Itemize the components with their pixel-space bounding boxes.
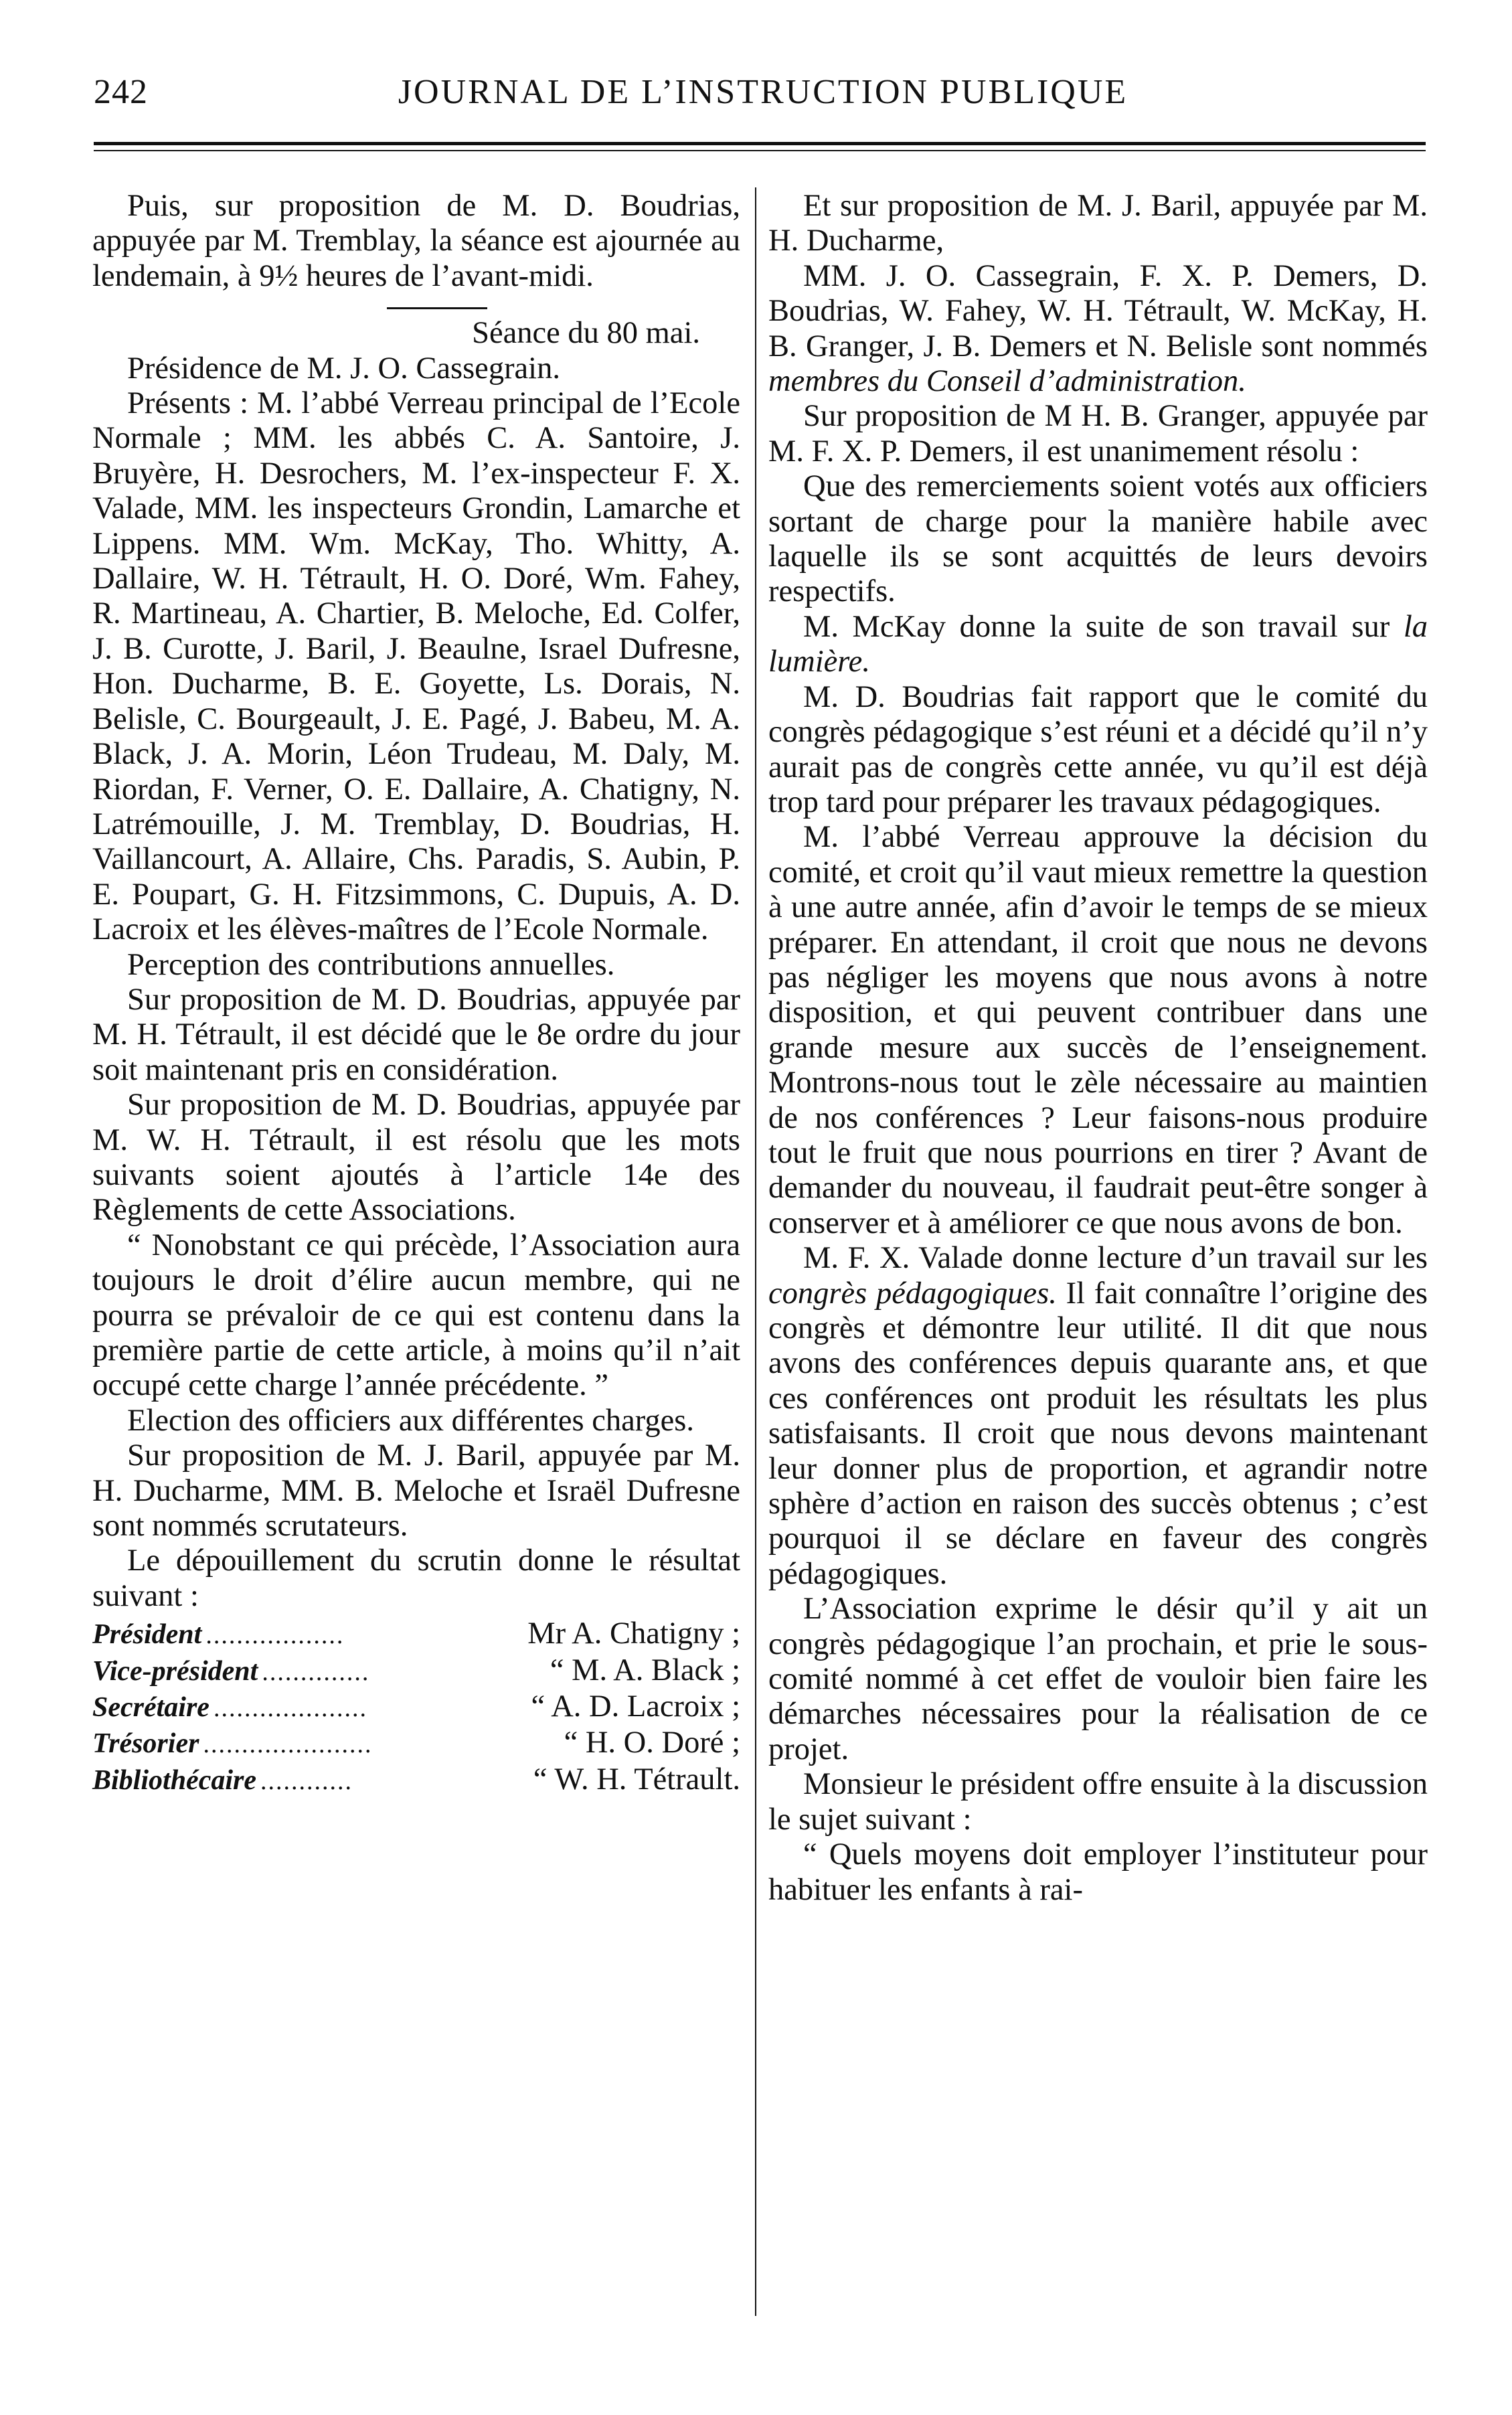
officer-row-bibliothecaire [92,1762,740,1799]
officer-row-tresorier [92,1726,740,1762]
paragraph-quote-article: “ Nonobstant ce qui précède, l’Association aura toujours le droit d’élire aucun membre, qui ne pourra se prévaloir de ce qui est contenu dans la première partie de cette article, à moins qu’il n’ait occupé cette charge l’année précédente. ” [92,1228,740,1403]
officer-row-president [92,1616,740,1653]
header-rule-thick [94,142,1426,145]
header-rule-thin [94,150,1426,151]
mckay-text: M. McKay donne la suite de son travail sur [803,609,1390,644]
running-title: JOURNAL DE L’INSTRUCTION PUBLIQUE [398,73,1128,111]
officer-name: “ A. D. Lacroix ; [531,1689,740,1724]
mckay-topic: la lumière. [768,609,1428,679]
paragraph-adjournment: Puis, sur proposition de M. D. Boudrias, appuyée par M. Tremblay, la séance est ajournée au lendemain, à 9½ heures de l’avant-midi. [92,189,740,293]
paragraph-depouillement: Le dépouillement du scrutin donne le résultat suivant : [92,1544,740,1613]
paragraph-president-sujet: Monsieur le président offre ensuite à la discussion le sujet suivant : [768,1767,1428,1837]
page-number: 242 [94,73,148,111]
paragraph-valade [768,1241,1428,1592]
left-column [92,189,740,1799]
paragraph-conseil-members [768,259,1428,400]
paragraph-mckay [768,610,1428,680]
paragraph-remerciements: Que des remerciements soient votés aux officiers sortant de charge pour la manière habile avec laquelle ils se sont acquittés de leurs devoirs respectifs. [768,469,1428,609]
officer-name: “ H. O. Doré ; [564,1726,740,1760]
paragraph-question: “ Quels moyens doit employer l’instituteur pour habituer les enfants à rai- [768,1837,1428,1907]
paragraph-proposition-boudrias-1: Sur proposition de M. D. Boudrias, appuyée par M. H. Tétrault, il est décidé que le 8e ordre du jour soit maintenant pris en considération. [92,982,740,1087]
paragraph-presents: Présents : M. l’abbé Verreau principal de l’Ecole Normale ; MM. les abbés C. A. Santoire, J. Bruyère, H. Desrochers, M. l’ex-inspecteur F. X. Valade, MM. les inspecteurs Grondin, Lamarche et Lippens. MM. Wm. McKay, Tho. Whitty, A. Dallaire, W. H. Tétrault, H. O. Doré, Wm. Fahey, R. Martineau, A. Chartier, B. Meloche, Ed. Colfer, J. B. Curotte, J. Baril, J. Beaulne, Israel Dufresne, Hon. Ducharme, B. E. Goyette, Ls. Dorais, N. Belisle, C. Bourgeault, J. E. Pagé, J. Babeu, M. A. Black, J. A. Morin, Léon Trudeau, M. Daly, M. Riordan, F. Verner, O. E. Dallaire, A. Chatigny, N. Latrémouille, J. M. Tremblay, D. Boudrias, H. Vaillancourt, A. Allaire, Chs. Paradis, S. Aubin, P. E. Poupart, G. H. Fitzsimmons, C. Dupuis, A. D. Lacroix et les élèves-maîtres de l’Ecole Normale. [92,386,740,947]
leader-dots: ...................... [203,1730,373,1759]
paragraph-election: Election des officiers aux différentes charges. [127,1403,695,1438]
officer-name: “ M. A. Black ; [550,1653,740,1687]
leader-dots: .................... [213,1694,367,1723]
paragraph-presidence: Présidence de M. J. O. Cassegrain. [127,351,560,386]
paragraph-proposition-boudrias-2: Sur proposition de M. D. Boudrias, appuyée par M. W. H. Tétrault, il est résolu que les mots suivants soient ajoutés à l’article 14e des Règlements de cette Associations. [92,1088,740,1228]
section-separator [387,307,487,309]
officers-list [92,1616,740,1799]
right-column [768,189,1428,1908]
officer-role: Trésorier [92,1728,199,1760]
officer-row-vice-president [92,1653,740,1689]
officer-name: “ W. H. Tétrault. [533,1762,740,1797]
column-divider [755,187,756,2316]
leader-dots: ............ [260,1766,353,1795]
officer-role: Secrétaire [92,1692,209,1724]
valade-text-b: Il fait connaître l’origine des congrès et démontre leur utilité. Il dit que nous avons des conférences depuis quarante ans, et que ces conférences ont produit les résultats les plus satisfaisants. Il croit que nous devons maintenant leur donner plus de proportion, et agrandir notre sphère d’action en raison des succès obtenus ; c’est pourquoi il se déclare en faveur des congrès pédagogiques. [768,1276,1428,1591]
session-heading: Séance du 80 mai. [472,316,700,351]
officer-role: Président [92,1619,202,1651]
leader-dots: .................. [205,1621,345,1650]
officer-row-secretaire [92,1689,740,1726]
officer-role: Vice-président [92,1655,258,1687]
paragraph-association-desir: L’Association exprime le désir qu’il y ait un congrès pédagogique l’an prochain, et prie le sous-comité nommé à cet effet de vouloir bien faire les démarches nécessaires pour la réalisation de ce projet. [768,1592,1428,1766]
valade-topic: congrès pédagogiques. [768,1276,1057,1311]
conseil-title: membres du Conseil d’administration. [768,364,1246,399]
paragraph-proposition-baril: Sur proposition de M. J. Baril, appuyée par M. H. Ducharme, MM. B. Meloche et Israël Dufresne sont nommés scrutateurs. [92,1438,740,1544]
paragraph-perception: Perception des contributions annuelles. [127,947,615,982]
page-header [94,72,1419,126]
paragraph-proposition-granger: Sur proposition de M H. B. Granger, appuyée par M. F. X. P. Demers, il est unanimement résolu : [768,399,1428,469]
valade-text-a: M. F. X. Valade donne lecture d’un travail sur les [803,1241,1428,1276]
officer-name: Mr A. Chatigny ; [527,1616,740,1651]
paragraph-boudrias-rapport: M. D. Boudrias fait rapport que le comité du congrès pédagogique s’est réuni et a décidé qu’il n’y aurait pas de congrès cette année, vu qu’il est déjà trop tard pour préparer les travaux pédagogiques. [768,679,1428,819]
leader-dots: .............. [262,1657,370,1686]
conseil-members-text: MM. J. O. Cassegrain, F. X. P. Demers, D. Boudrias, W. Fahey, W. H. Tétrault, W. McKay, H. B. Granger, J. B. Demers et N. Belisle sont nommés [768,258,1428,363]
officer-role: Bibliothécaire [92,1764,256,1796]
paragraph-proposition-baril-conseil: Et sur proposition de M. J. Baril, appuyée par M. H. Ducharme, [768,189,1428,258]
paragraph-verreau: M. l’abbé Verreau approuve la décision du comité, et croit qu’il vaut mieux remettre la question à une autre année, afin d’avoir le temps de se mieux préparer. En attendant, il croit que nous ne devons pas négliger les moyens que nous avons à notre disposition, et qui peuvent contribuer dans une grande mesure aux succès de l’enseignement. Montrons-nous tout le zèle nécessaire au maintien de nos conférences ? Leur faisons-nous produire tout le fruit que nous pourrions en tirer ? Avant de demander du nouveau, il faudrait peut-être songer à conserver et à améliorer ce que nous avons de bon. [768,820,1428,1240]
